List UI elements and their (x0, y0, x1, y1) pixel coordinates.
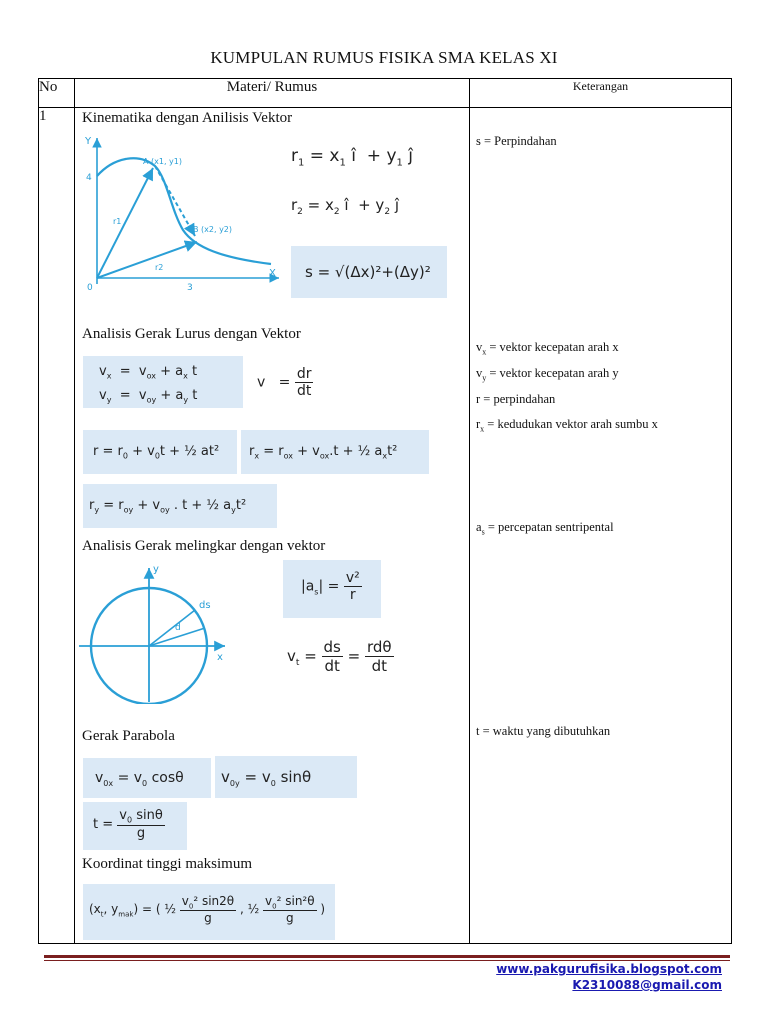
circular-motion-diagram (77, 564, 237, 704)
circle-x-label: x (217, 652, 223, 663)
header-keterangan: Keterangan (470, 79, 732, 108)
ket-rx-text: = kedudukan vektor arah sumbu x (487, 417, 658, 431)
formula-velocity-components: $v_x = v_{ox} + a_x$ t $v_y = v_{oy} + a_y$ t (83, 356, 243, 408)
x-axis-label: X (269, 268, 276, 279)
header-materi: Materi/ Rumus (75, 79, 470, 108)
ket-vy: $v_y$ = vektor kecepatan arah y (476, 366, 619, 383)
formula-max-height-coordinate: ($x_t$, $y_{mak}$) = ( ½ $\frac{v_0^2 \sin 2\theta}{g}$ , ½ $\frac{v_0^2 \sin^2\theta}{g}$ ) (83, 884, 335, 940)
ket-vy-text: = vektor kecepatan arah y (489, 366, 619, 380)
formula-v0y: $v_{0y} = v_0$ sinθ (215, 756, 357, 798)
page-title: KUMPULAN RUMUS FISIKA SMA KELAS XI (210, 48, 558, 67)
materi-cell (75, 108, 470, 944)
point-b-label: B (x2, y2) (193, 225, 233, 234)
section-gerak-melingkar: Analisis Gerak melingkar dengan vektor (82, 538, 326, 554)
footer-divider-thick (44, 955, 730, 958)
formula-s: s = √(Δx)²+(Δy)² (291, 246, 447, 298)
trajectory-curve (97, 158, 271, 264)
formula-rx: $r_x = r_{ox} + v_{ox}.t$ + ½ $a_xt^2$ (241, 430, 429, 474)
formula-v-drdt: v = $\frac{dr}{dt}$ (257, 366, 312, 399)
formula-r-position: $r = r_0 + v_0t$ + ½ at² (83, 430, 237, 474)
ket-r: r = perpindahan (476, 392, 556, 406)
ket-as: $a_s$ = percepatan sentripental (476, 520, 614, 537)
origin-label: 0 (87, 283, 93, 292)
formula-table (38, 78, 732, 944)
section-gerak-parabola: Gerak Parabola (82, 728, 175, 744)
ds-label: ds (199, 600, 211, 611)
ket-perpindahan: s = Perpindahan (476, 134, 557, 148)
keterangan-cell (470, 108, 732, 944)
circle-y-label: y (153, 564, 159, 575)
ket-vx: $v_x$ = vektor kecepatan arah x (476, 340, 619, 357)
table-row (39, 108, 732, 944)
y-axis-label: Y (85, 136, 92, 147)
section-tinggi-maksimum: Koordinat tinggi maksimum (82, 856, 252, 872)
formula-r1: $r_1 = x_1$ î + $y_1$ ĵ (291, 146, 414, 169)
formula-vt: $v_t$ = $\frac{ds}{dt}$ = rdθ dt (287, 638, 392, 675)
d-label: d (175, 623, 181, 633)
ket-t: t = waktu yang dibutuhkan (476, 724, 611, 738)
footer-divider-thin (44, 960, 730, 961)
ket-vx-text: = vektor kecepatan arah x (489, 340, 619, 354)
formula-t-time: t = $\frac{v_0 \sin\theta}{g}$ (83, 802, 187, 850)
r1-label: r1 (113, 217, 122, 226)
footer-email-link[interactable]: K2310088@gmail.com (572, 978, 722, 992)
radius-line-1 (149, 610, 195, 646)
formula-centripetal: $|a_s|$ = $\frac{\text{v²}}{r}$ (283, 560, 381, 618)
formula-r2: $r_2 = x_2$ î + $y_2$ ĵ (291, 196, 399, 217)
r2-label: r2 (155, 263, 164, 272)
section-kinematika: Kinematika dengan Anilisis Vektor (82, 110, 293, 126)
table-header-row (39, 79, 732, 108)
x-tick-label: 3 (187, 283, 193, 292)
ket-as-text: = percepatan sentripental (487, 520, 614, 534)
row-number: 1 (39, 108, 75, 944)
ket-rx: $r_x$ = kedudukan vektor arah sumbu x (476, 417, 658, 434)
header-no: No (39, 79, 75, 108)
vector-graph-diagram (83, 132, 283, 292)
formula-v0x: $v_{0x} = v_0$ cosθ (83, 758, 211, 798)
point-a-label: A (x1, y1) (143, 157, 182, 166)
formula-ry: $r_y = r_{oy} + v_{oy}$ . t + ½ $a_yt^2$ (83, 484, 277, 528)
section-gerak-lurus: Analisis Gerak Lurus dengan Vektor (82, 326, 301, 342)
y-tick-label: 4 (86, 173, 92, 183)
footer-website-link[interactable]: www.pakgurufisika.blogspot.com (496, 962, 722, 976)
